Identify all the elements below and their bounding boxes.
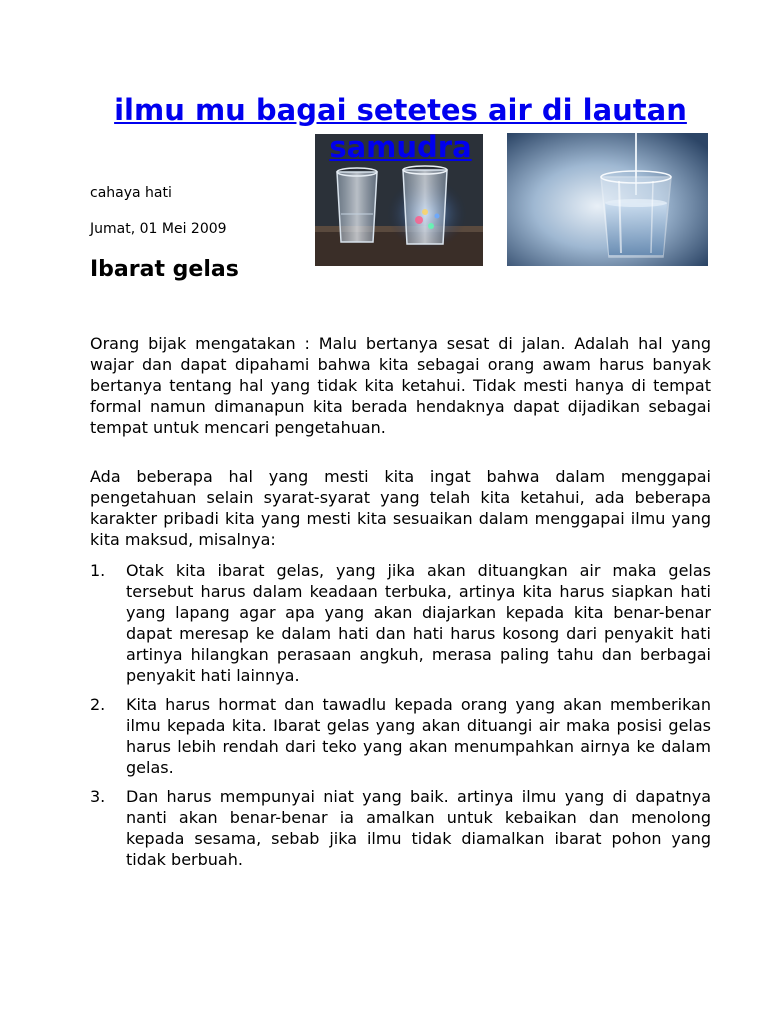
list-item-number: 3. [90,787,106,806]
list-item-text: Kita harus hormat dan tawadlu kepada orang yang akan memberikan ilmu kepada kita. Ibarat gelas yang akan dituangi air maka posisi gelas harus lebih rendah dari teko yang akan menumpahkan airnya ke dalam gelas. [126,695,711,777]
author-name: cahaya hati [90,185,172,201]
list-item-text: Otak kita ibarat gelas, yang jika akan dituangkan air maka gelas tersebut harus dalam keadaan terbuka, artinya kita harus siapkan hati yang lapang agar apa yang akan diajarkan kepada kita benar-benar dapat meresap ke dalam hati dan hati harus kosong dari penyakit hati artinya hilangkan perasaan angkuh, merasa paling tahu dan berbagai penyakit hati lainnya. [126,561,711,685]
list-item-number: 2. [90,695,106,714]
paragraph-intro: Orang bijak mengatakan : Malu bertanya sesat di jalan. Adalah hal yang wajar dan dapat dipahami bahwa kita sebagai orang awam harus banyak bertanya tentang hal yang tidak kita ketahui. Tidak mesti hanya di tempat formal namun dimanapun kita berada hendaknya dapat dijadikan sebagai tempat untuk mencari pengetahuan. [90,334,711,437]
numbered-list [90,560,711,878]
page-title-link[interactable]: ilmu mu bagai setetes air di lautan samudra [114,93,687,164]
list-item-number: 1. [90,561,106,580]
list-item-text: Dan harus mempunyai niat yang baik. artinya ilmu yang di dapatnya nanti akan benar-benar ia amalkan untuk kebaikan dan menolong kepada sesama, sebab jika ilmu tidak diamalkan ibarat pohon yang tidak berbuah. [126,787,711,869]
publish-date: Jumat, 01 Mei 2009 [90,221,227,237]
list-item [90,560,711,686]
section-heading: Ibarat gelas [90,257,239,282]
list-item [90,694,711,778]
list-item [90,786,711,870]
paragraph-characters: Ada beberapa hal yang mesti kita ingat bahwa dalam menggapai pengetahuan selain syarat-syarat yang telah kita ketahui, ada beberapa karakter pribadi kita yang mesti kita sesuaikan dalam menggapai ilmu yang kita maksud, misalnya: [90,467,711,549]
